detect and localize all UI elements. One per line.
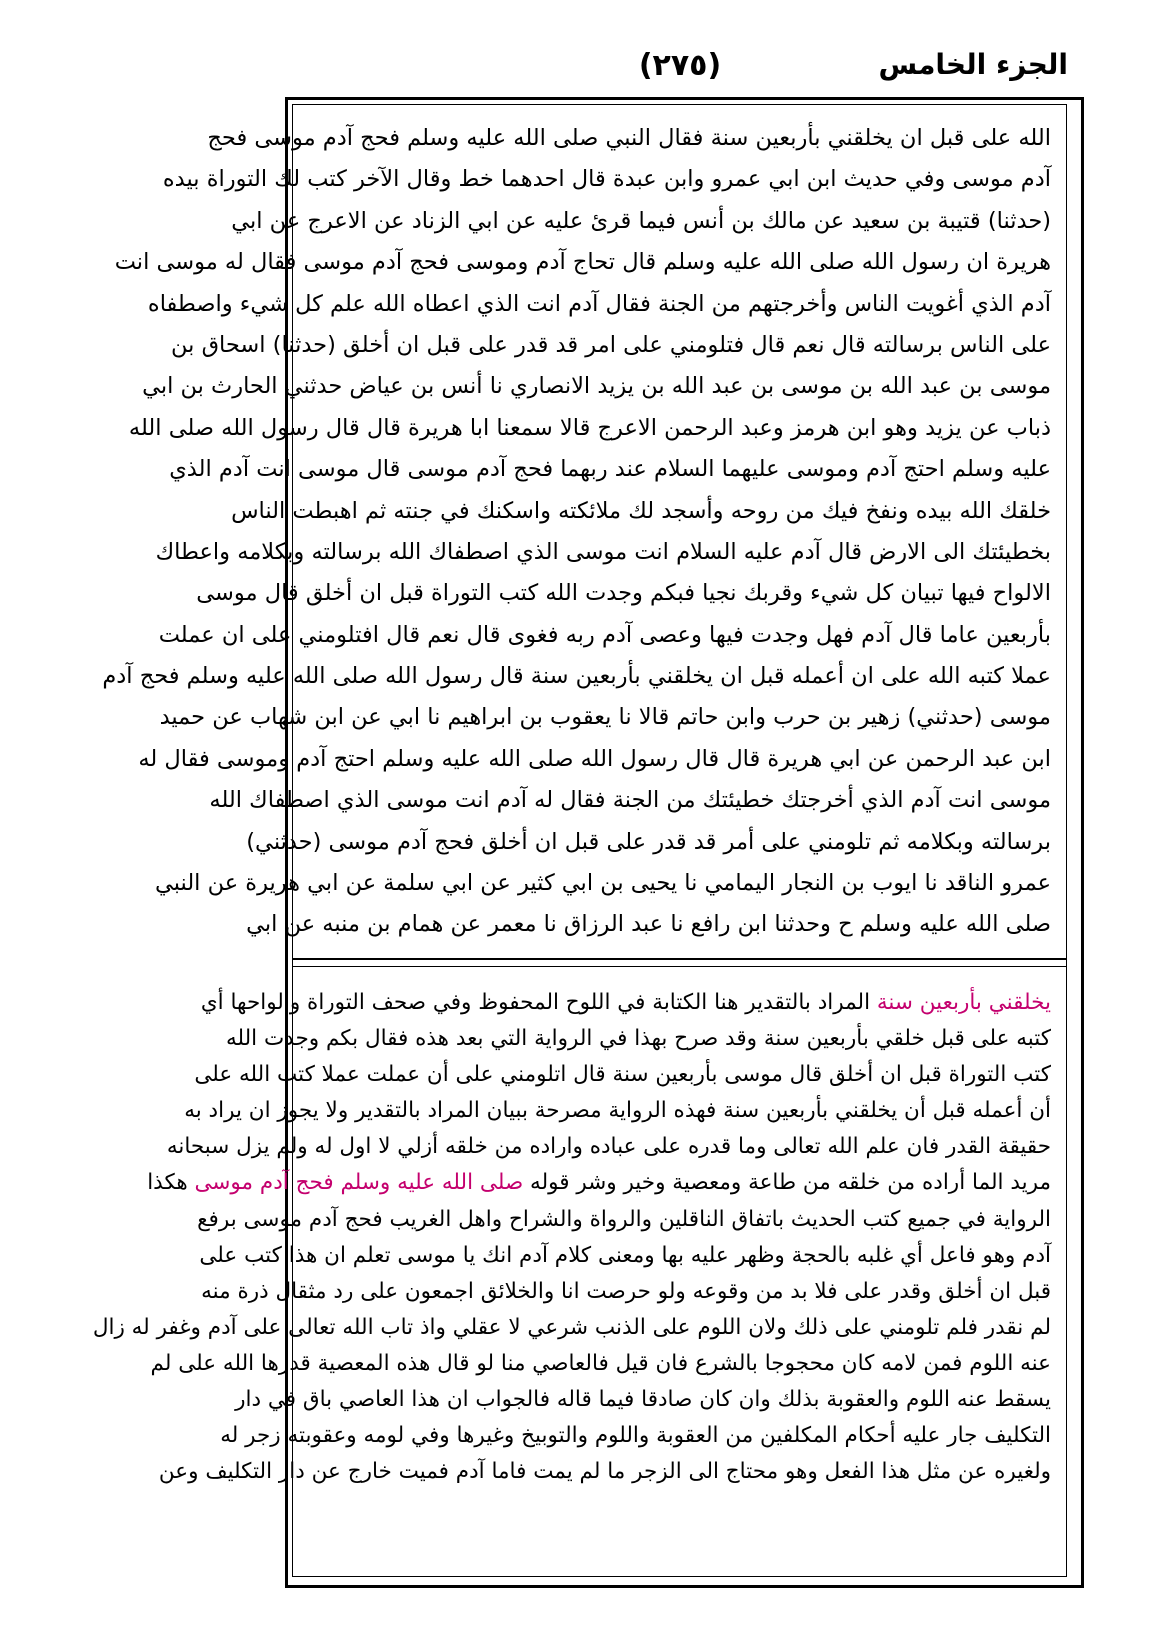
- hadith-line: صلى الله عليه وسلم ح وحدثنا ابن رافع نا عبد الرزاق نا معمر عن همام بن منبه عن ابي: [246, 911, 1051, 938]
- commentary-line: [200, 985, 1051, 1021]
- commentary-highlight: صلى الله عليه وسلم فحج آدم موسى: [194, 1170, 524, 1196]
- commentary-line: قبل ان أخلق وقدر على فلا بد من وقوعه ولو حرصت انا والخلائق اجمعون على رد مثقال ذرة منه: [201, 1278, 1051, 1304]
- hadith-line: آدم الذي أغويت الناس وأخرجتهم من الجنة فقال آدم انت الذي اعطاه الله علم كل شيء واصطفاه: [147, 290, 1051, 317]
- commentary-text: مريد الما أراده من خلقه من طاعة ومعصية وخير وشر قوله: [523, 1170, 1051, 1196]
- commentary-line: حقيقة القدر فان علم الله تعالى وما قدره على عباده واراده من خلقه أزلي لا اول له ولم يزل سبحانه: [166, 1134, 1051, 1160]
- commentary-line: الرواية في جميع كتب الحديث باتفاق الناقلين والرواة والشراح واهل الغريب فحج آدم موسى برفع: [197, 1206, 1051, 1232]
- commentary-highlight: يخلقني بأربعين سنة: [876, 990, 1051, 1015]
- hadith-line: بأربعين عاما قال آدم فهل وجدت فيها وعصى آدم ربه فغوى قال نعم قال افتلومني على ان عملت: [158, 621, 1051, 648]
- commentary-text: هكذا: [147, 1170, 195, 1196]
- hadith-line: عليه وسلم احتج آدم وموسى عليهما السلام عند ربهما فحج آدم موسى قال موسى انت آدم الذي: [169, 456, 1051, 483]
- hadith-line: خلقك الله بيده ونفخ فيك من روحه وأسجد لك ملائكته واسكنك في جنته ثم اهبطت الناس: [231, 497, 1051, 524]
- commentary-line: [147, 1165, 1051, 1201]
- commentary-line: يسقط عنه اللوم والعقوبة بذلك وان كان صادقا فيما قاله فالجواب ان هذا العاصي باق في دار: [235, 1387, 1051, 1413]
- hadith-line: عملا كتبه الله على ان أعمله قبل ان يخلقني بأربعين سنة قال رسول الله صلى الله عليه وسلم فحج آدم: [102, 663, 1051, 690]
- hadith-line: الله على قبل ان يخلقني بأربعين سنة فقال النبي صلى الله عليه وسلم فحج آدم موسى فحج: [207, 125, 1051, 151]
- commentary-line: ولغيره عن مثل هذا الفعل وهو محتاج الى الزجر ما لم يمت فاما آدم فميت خارج عن دار التكليف وعن: [158, 1459, 1051, 1485]
- commentary-line: التكليف جار عليه أحكام المكلفين من العقوبة واللوم والتوبيخ وغيرها وفي لومه وعقوبته زجر له: [220, 1423, 1051, 1449]
- commentary-text: المراد بالتقدير هنا الكتابة في اللوح المحفوظ وفي صحف التوراة والواحها أي: [200, 990, 877, 1015]
- hadith-line: برسالته وبكلامه ثم تلومني على أمر قد قدر على قبل ان أخلق فحج آدم موسى (حدثني): [246, 828, 1051, 855]
- hadith-text-section: [102, 118, 1051, 946]
- hadith-line: موسى انت آدم الذي أخرجتك خطيئتك من الجنة فقال له آدم انت موسى الذي اصطفاك الله: [209, 787, 1051, 814]
- part-title: الجزء الخامس: [878, 48, 1068, 81]
- commentary-line: عنه اللوم فمن لامه كان محجوجا بالشرع فان قيل فالعاصي منا لو قال هذه المعصية قدرها الله على لم: [150, 1350, 1051, 1376]
- section-divider: [292, 958, 1066, 960]
- commentary-line: لم نقدر فلم تلومني على ذلك ولان اللوم على الذنب شرعي لا عقلي واذ تاب الله تعالى على آدم وغفر له زال: [92, 1314, 1051, 1340]
- section-divider-inner: [292, 966, 1066, 967]
- page-number: (٢٧٥): [638, 48, 722, 83]
- hadith-line: الالواح فيها تبيان كل شيء وقربك نجيا فبكم وجدت الله كتب التوراة قبل ان أخلق قال موسى: [196, 580, 1051, 607]
- hadith-line: على الناس برسالته قال نعم قال فتلومني على امر قد قدر على قبل ان أخلق (حدثنا) اسحاق بن: [171, 331, 1051, 358]
- hadith-line: هريرة ان رسول الله صلى الله عليه وسلم قال تحاج آدم وموسى فحج آدم موسى فقال له موسى انت: [114, 249, 1051, 276]
- hadith-line: موسى (حدثني) زهير بن حرب وابن حاتم قالا نا يعقوب بن ابراهيم نا ابي عن ابن شهاب عن حميد: [159, 704, 1051, 731]
- hadith-line: ذباب عن يزيد وهو ابن هرمز وعبد الرحمن الاعرج قالا سمعنا ابا هريرة قال قال رسول الله صلى الله: [128, 414, 1051, 441]
- commentary-line: كتبه على قبل خلقي بأربعين سنة وقد صرح بهذا في الرواية التي بعد هذه فقال بكم وجدت الله: [225, 1026, 1051, 1052]
- hadith-line: ابن عبد الرحمن عن ابي هريرة قال قال رسول الله صلى الله عليه وسلم احتج آدم وموسى فقال له: [138, 745, 1051, 772]
- hadith-line: موسى بن عبد الله بن موسى بن عبد الله بن يزيد الانصاري نا أنس بن عياض حدثني الحارث بن ابي: [142, 373, 1051, 400]
- hadith-line: (حدثنا) قتيبة بن سعيد عن مالك بن أنس فيما قرئ عليه عن ابي الزناد عن الاعرج عن ابي: [231, 207, 1051, 234]
- hadith-line: عمرو الناقد نا ايوب بن النجار اليمامي نا يحيى بن ابي كثير عن ابي سلمة عن ابي هريرة عن النبي: [154, 870, 1051, 897]
- commentary-line: آدم وهو فاعل أي غلبه بالحجة وظهر عليه بها ومعنى كلام آدم انك يا موسى تعلم ان هذا كتب على: [199, 1242, 1051, 1268]
- hadith-line: آدم موسى وفي حديث ابن ابي عمرو وابن عبدة قال احدهما خط وقال الآخر كتب لك التوراة بيده: [162, 166, 1051, 193]
- commentary-line: أن أعمله قبل أن يخلقني بأربعين سنة فهذه الرواية مصرحة ببيان المراد بالتقدير ولا يجوز ان يراد به: [184, 1098, 1051, 1124]
- commentary-line: كتب التوراة قبل ان أخلق قال موسى بأربعين سنة قال اتلومني على أن عملت عملا كتب الله على: [194, 1062, 1051, 1088]
- hadith-line: بخطيئتك الى الارض قال آدم عليه السلام انت موسى الذي اصطفاك الله برسالته وبكلامه واعطاك: [155, 538, 1051, 565]
- page-header: [280, 48, 1080, 88]
- commentary-section: [92, 985, 1051, 1563]
